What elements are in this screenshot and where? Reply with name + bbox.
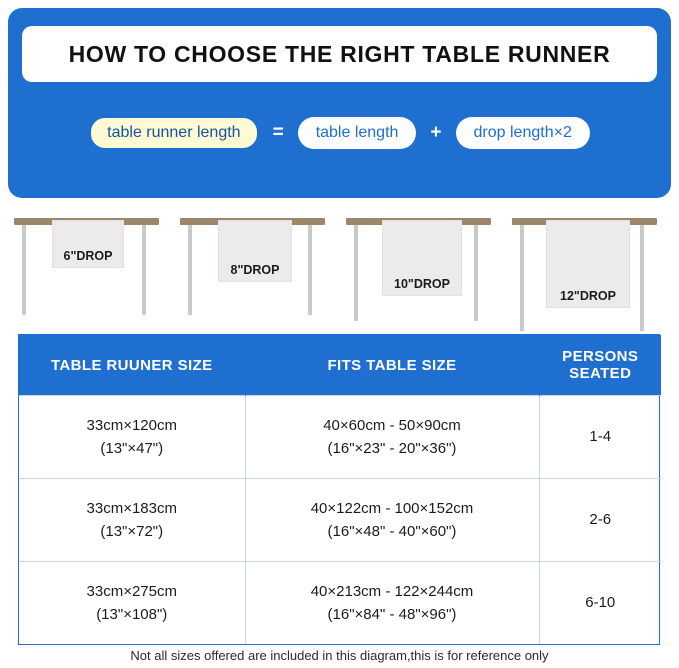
table-leg-left (22, 225, 26, 315)
runner-size-imperial: (13"×47") (100, 440, 164, 457)
table-row (19, 396, 661, 479)
drop-label-4: 12"DROP (560, 289, 616, 303)
table-leg-left (520, 225, 524, 331)
cell-fits-table-size (245, 479, 539, 562)
formula-equals-sign: = (272, 122, 284, 143)
drop-illustration-2 (174, 206, 331, 326)
header-persons-line2: SEATED (569, 365, 632, 382)
cell-persons-seated: 6-10 (539, 562, 661, 645)
formula-term-drop-length: drop length×2 (456, 117, 590, 149)
drop-illustration-4 (506, 206, 663, 326)
header-table-runner-size: TABLE RUUNER SIZE (19, 335, 245, 396)
runner-cloth-2 (218, 220, 292, 282)
cell-runner-size (19, 479, 245, 562)
cell-fits-table-size (245, 396, 539, 479)
table-leg-left (354, 225, 358, 321)
formula-term-table-length: table length (298, 117, 417, 149)
runner-cloth-3 (382, 220, 462, 296)
table-leg-right (474, 225, 478, 321)
cell-persons-seated: 2-6 (539, 479, 661, 562)
fits-size-metric: 40×213cm - 122×244cm (310, 582, 474, 600)
fits-size-imperial: (16"×84" - 48"×96") (327, 606, 457, 623)
drop-label-1: 6"DROP (63, 249, 113, 263)
table-leg-right (640, 225, 644, 331)
hero-panel (8, 8, 671, 198)
runner-size-metric: 33cm×183cm (86, 499, 177, 517)
cell-runner-size (19, 396, 245, 479)
cell-runner-size (19, 562, 245, 645)
header-persons-line1: PERSONS (562, 348, 639, 365)
drop-illustration-1 (8, 206, 165, 326)
formula-result-pill: table runner length (89, 116, 258, 150)
hero-title-box (22, 26, 657, 82)
fits-size-metric: 40×60cm - 50×90cm (323, 416, 461, 434)
runner-size-imperial: (13"×108") (96, 606, 168, 623)
header-fits-table-size: FITS TABLE SIZE (245, 335, 539, 396)
table-header-row (19, 335, 661, 396)
runner-size-metric: 33cm×275cm (86, 582, 177, 600)
runner-cloth-4 (546, 220, 630, 308)
header-persons-seated (539, 335, 661, 396)
runner-size-imperial: (13"×72") (100, 523, 164, 540)
drop-illustration-3 (340, 206, 497, 326)
footnote: Not all sizes offered are included in this diagram,this is for reference only (130, 648, 549, 663)
table-leg-left (188, 225, 192, 315)
table-leg-right (142, 225, 146, 315)
runner-cloth-1 (52, 220, 124, 268)
cell-fits-table-size (245, 562, 539, 645)
page-title: HOW TO CHOOSE THE RIGHT TABLE RUNNER (68, 40, 611, 67)
fits-size-imperial: (16"×23" - 20"×36") (327, 440, 457, 457)
table-row (19, 479, 661, 562)
fits-size-metric: 40×122cm - 100×152cm (310, 499, 474, 517)
drop-illustrations (8, 206, 671, 326)
drop-label-3: 10"DROP (394, 277, 450, 291)
cell-persons-seated: 1-4 (539, 396, 661, 479)
size-table (18, 334, 660, 645)
table-row (19, 562, 661, 645)
runner-size-metric: 33cm×120cm (86, 416, 177, 434)
table-leg-right (308, 225, 312, 315)
formula-row (8, 116, 671, 150)
fits-size-imperial: (16"×48" - 40"×60") (327, 523, 457, 540)
drop-label-2: 8"DROP (230, 263, 280, 277)
formula-plus-sign: + (430, 122, 442, 143)
